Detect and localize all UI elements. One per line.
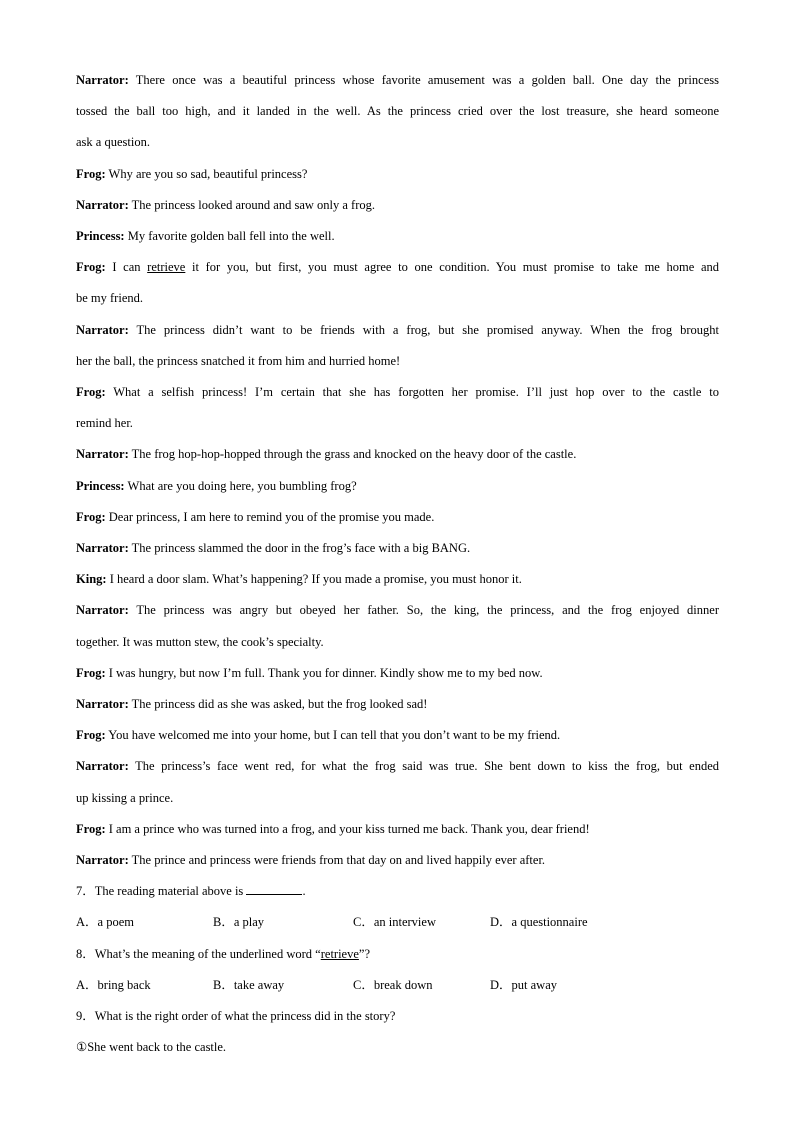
dialogue-line: Narrator: The princess did as she was asked, but the frog looked sad!: [76, 697, 428, 712]
dialogue-line: Princess: What are you doing here, you bumbling frog?: [76, 478, 357, 493]
option-d[interactable]: D．a questionnaire: [490, 915, 588, 930]
question-8-options: [76, 970, 719, 1001]
speaker-label: Frog:: [76, 665, 106, 680]
speaker-label: Narrator:: [76, 73, 129, 87]
option-a[interactable]: A．bring back: [76, 977, 151, 992]
speaker-label: Princess:: [76, 478, 125, 493]
speaker-label: Narrator:: [76, 697, 129, 712]
dialogue-line: Narrator: There once was a beautiful princess whose favorite amusement was a golden ball. One day the princess: [76, 73, 719, 87]
dialogue-line: be my friend.: [76, 291, 143, 306]
option-a[interactable]: A．a poem: [76, 915, 134, 930]
question-7-stem: 7．The reading material above is .: [76, 876, 719, 907]
dialogue-line: remind her.: [76, 416, 133, 431]
speaker-label: Narrator:: [76, 322, 129, 337]
answer-blank: [246, 880, 302, 895]
speaker-label: Narrator:: [76, 603, 129, 618]
dialogue-line: Frog: Dear princess, I am here to remind you of the promise you made.: [76, 509, 435, 524]
question-9-stem: 9．What is the right order of what the princess did in the story?: [76, 1009, 396, 1024]
speaker-label: Narrator:: [76, 197, 129, 212]
dialogue-line: King: I heard a door slam. What’s happening? If you made a promise, you must honor it.: [76, 572, 522, 587]
dialogue-line: Narrator: The princess was angry but obeyed her father. So, the king, the princess, and the frog enjoyed dinner: [76, 603, 719, 618]
dialogue-line: Frog: I was hungry, but now I’m full. Thank you for dinner. Kindly show me to my bed now.: [76, 665, 543, 680]
speaker-label: Frog:: [76, 509, 106, 524]
option-d[interactable]: D．put away: [490, 977, 557, 992]
option-c[interactable]: C．an interview: [353, 915, 436, 930]
dialogue-line: Narrator: The princess slammed the door in the frog’s face with a big BANG.: [76, 541, 471, 556]
dialogue-line: Frog: What a selfish princess! I’m certain that she has forgotten her promise. I’ll just hop over to the castle to: [76, 385, 719, 400]
speaker-label: Narrator:: [76, 447, 129, 462]
dialogue-line: tossed the ball too high, and it landed in the well. As the princess cried over the lost treasure, she heard someone: [76, 104, 719, 119]
speaker-label: Frog:: [76, 166, 106, 181]
option-b[interactable]: B．a play: [213, 915, 265, 930]
dialogue-line: her the ball, the princess snatched it from him and hurried home!: [76, 353, 401, 368]
option-b[interactable]: B．take away: [213, 977, 285, 992]
question-9-item: ①She went back to the castle.: [76, 1040, 227, 1055]
dialogue-line: Narrator: The frog hop-hop-hopped through the grass and knocked on the heavy door of the castle.: [76, 447, 577, 462]
speaker-label: King:: [76, 572, 107, 587]
option-c[interactable]: C．break down: [353, 977, 433, 992]
speaker-label: Narrator:: [76, 759, 129, 774]
question-8-stem: 8．What’s the meaning of the underlined word “retrieve”?: [76, 946, 371, 961]
dialogue-line: Frog: You have welcomed me into your home, but I can tell that you don’t want to be my friend.: [76, 728, 561, 743]
dialogue-line: Narrator: The princess’s face went red, for what the frog said was true. She bent down to kiss the frog, but ended: [76, 759, 719, 774]
dialogue-line: together. It was mutton stew, the cook’s specialty.: [76, 634, 324, 649]
question-7-options: [76, 907, 719, 938]
dialogue-line: Narrator: The prince and princess were friends from that day on and lived happily ever after.: [76, 853, 546, 868]
speaker-label: Narrator:: [76, 853, 129, 868]
dialogue-line: Frog: I am a prince who was turned into a frog, and your kiss turned me back. Thank you, dear friend!: [76, 821, 590, 836]
dialogue-line: Frog: Why are you so sad, beautiful princess?: [76, 166, 308, 181]
dialogue-line: ask a question.: [76, 135, 150, 150]
underlined-word: retrieve: [147, 260, 186, 275]
speaker-label: Frog:: [76, 728, 106, 743]
dialogue-line: Princess: My favorite golden ball fell into the well.: [76, 229, 335, 244]
document-content: [76, 65, 719, 1063]
dialogue-line: up kissing a prince.: [76, 790, 174, 805]
speaker-label: Frog:: [76, 260, 106, 275]
underlined-word: retrieve: [320, 946, 359, 961]
speaker-label: Narrator:: [76, 541, 129, 556]
dialogue-line: Narrator: The princess didn’t want to be friends with a frog, but she promised anyway. When the frog brought: [76, 322, 719, 337]
dialogue-line: Narrator: The princess looked around and saw only a frog.: [76, 197, 375, 212]
speaker-label: Frog:: [76, 385, 106, 400]
dialogue-line: Frog: I can retrieve it for you, but first, you must agree to one condition. You must promise to take me home and: [76, 260, 720, 275]
speaker-label: Princess:: [76, 229, 125, 244]
speaker-label: Frog:: [76, 821, 106, 836]
